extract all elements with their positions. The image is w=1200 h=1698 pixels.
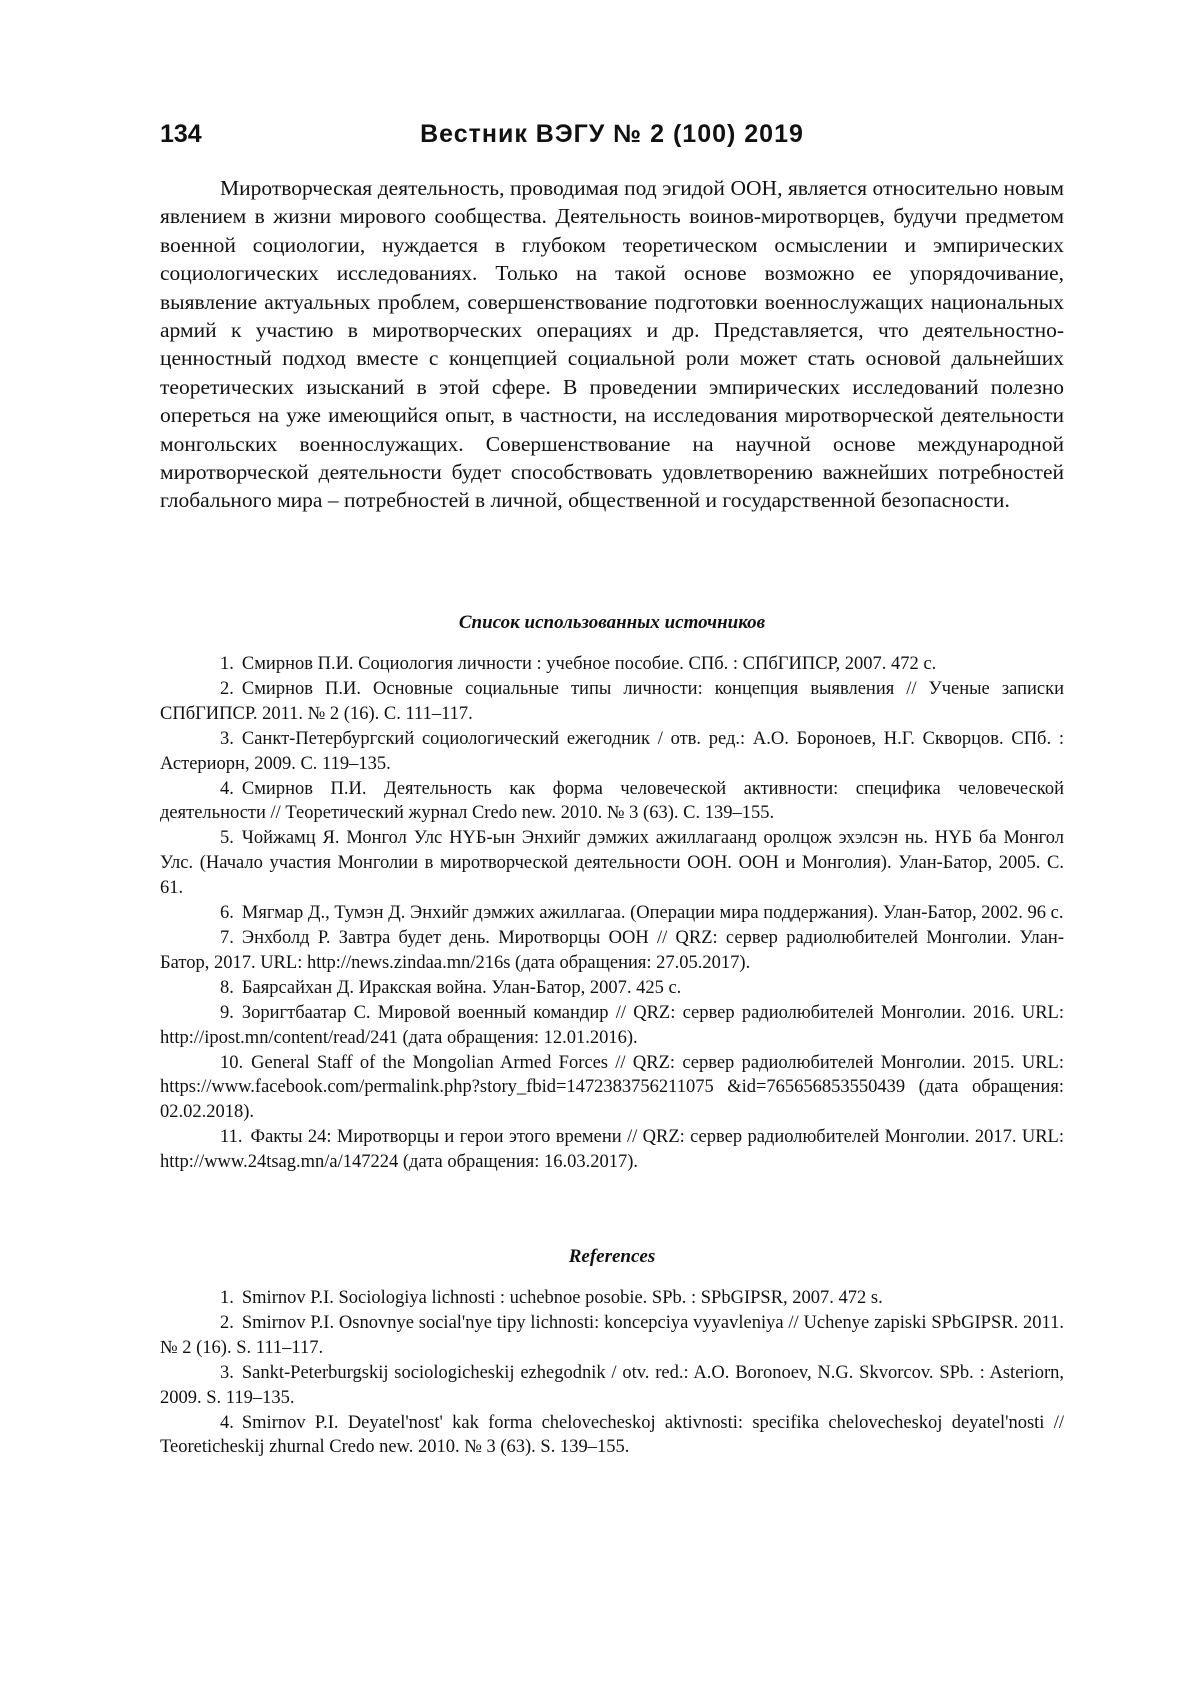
source-item bbox=[160, 777, 1064, 827]
references-heading: References bbox=[568, 1246, 656, 1267]
reference-text: Smirnov P.I. Osnovnye social'nye tipy lichnosti: koncepciya vyyavleniya // Uchenye zapiski SPbGIPSR. 2011. № 2 (16). S. 111–117. bbox=[160, 1312, 1064, 1358]
source-number: 9. bbox=[220, 1002, 234, 1023]
source-number: 5. bbox=[220, 828, 234, 849]
source-number: 4. bbox=[220, 778, 234, 799]
source-number: 1. bbox=[220, 654, 234, 674]
page-number: 134 bbox=[160, 120, 202, 148]
sources-heading: Список использованных источников bbox=[458, 612, 766, 633]
source-item bbox=[160, 677, 1064, 727]
reference-item bbox=[160, 1411, 1064, 1461]
source-text: Смирнов П.И. Деятельность как форма человеческой активности: специфика человеческой деятельности // Теоретический журнал Credo new. 2010. № 3 (63). С. 139–155. bbox=[160, 778, 1064, 824]
reference-text: Smirnov P.I. Sociologiya lichnosti : uchebnoe posobie. SPb. : SPbGIPSR, 2007. 472 s. bbox=[241, 1288, 883, 1308]
source-number: 11. bbox=[220, 1127, 243, 1148]
source-item bbox=[160, 826, 1064, 901]
source-text: Баярсайхан Д. Иракская война. Улан-Батор, 2007. 425 с. bbox=[241, 977, 682, 998]
source-text: Смирнов П.И. Основные социальные типы личности: концепция выявления // Ученые записки СПбГИПСР. 2011. № 2 (16). С. 111–117. bbox=[160, 678, 1064, 724]
journal-title: Вестник ВЭГУ № 2 (100) 2019 bbox=[420, 120, 804, 148]
source-item bbox=[160, 652, 1064, 677]
reference-number: 1. bbox=[220, 1288, 234, 1308]
source-number: 2. bbox=[220, 678, 234, 699]
source-text: Факты 24: Миротворцы и герои этого времени // QRZ: сервер радиолюбителей Монголии. 2017. URL: http://www.24tsag.mn/a/147224 (дата обращения: 16.03.2017). bbox=[160, 1127, 1064, 1173]
source-text: Мягмар Д., Тумэн Д. Энхийг дэмжих ажиллагаа. (Операции мира поддержания). Улан-Батор, 2002. 96 с. bbox=[241, 903, 1064, 924]
source-item bbox=[160, 727, 1064, 777]
reference-number: 4. bbox=[220, 1412, 234, 1433]
source-text: General Staff of the Mongolian Armed Forces // QRZ: сервер радиолюбителей Монголии. 2015. URL: https://www.facebook.com/permalink.php?story_fbid=1472383756211075 &id=765656853550439 (дата обращения: 02.02.2018). bbox=[160, 1052, 1064, 1123]
source-item bbox=[160, 976, 1064, 1001]
source-number: 8. bbox=[220, 977, 234, 998]
body-paragraph: Миротворческая деятельность, проводимая под эгидой ООН, является относительно новым явлением в жизни мирового сообщества. Деятельность воинов-миротворцев, будучи предметом военной социологии, нуждается в глубоком теоретическом осмыслении и эмпирических социологических исследованиях. Только на такой основе возможно ее упорядочивание, выявление актуальных проблем, совершенствование подготовки военнослужащих национальных армий к участию в миротворческих операциях и др. Представляется, что деятельностно-ценностный подход вместе с концепцией социальной роли может стать основой дальнейших теоретических изысканий в этой сфере. В проведении эмпирических исследований полезно опереться на уже имеющийся опыт, в частности, на исследования миротворческой деятельности монгольских военнослужащих. Совершенствование на научной основе международной миротворческой деятельности будет способствовать удовлетворению важнейших потребностей глобального мира – потребностей в личной, общественной и государственной безопасности. bbox=[160, 176, 1064, 513]
reference-item bbox=[160, 1311, 1064, 1361]
source-number: 3. bbox=[220, 728, 234, 749]
source-item bbox=[160, 1051, 1064, 1126]
source-item bbox=[160, 1125, 1064, 1175]
reference-text: Smirnov P.I. Deyatel'nost' kak forma chelovecheskoj aktivnosti: specifika chelovecheskoj deyatel'nosti // Teoreticheskij zhurnal Credo new. 2010. № 3 (63). S. 139–155. bbox=[160, 1412, 1064, 1458]
references-list bbox=[160, 1286, 1064, 1460]
sources-list bbox=[160, 652, 1064, 1175]
source-number: 7. bbox=[220, 927, 234, 948]
source-item bbox=[160, 926, 1064, 976]
running-header bbox=[160, 114, 1064, 154]
source-text: Зоригтбаатар С. Мировой военный командир // QRZ: сервер радиолюбителей Монголии. 2016. URL: http://ipost.mn/content/read/241 (дата обращения: 12.01.2016). bbox=[160, 1002, 1064, 1048]
source-text: Смирнов П.И. Социология личности : учебное пособие. СПб. : СПбГИПСР, 2007. 472 с. bbox=[241, 654, 937, 674]
reference-item bbox=[160, 1286, 1064, 1311]
source-item bbox=[160, 1001, 1064, 1051]
source-number: 6. bbox=[220, 903, 234, 924]
reference-item bbox=[160, 1361, 1064, 1411]
reference-text: Sankt-Peterburgskij sociologicheskij ezhegodnik / otv. red.: A.O. Boronoev, N.G. Skvorcov. SPb. : Asteriorn, 2009. S. 119–135. bbox=[160, 1362, 1064, 1408]
source-number: 10. bbox=[220, 1052, 244, 1073]
source-text: Санкт-Петербургский социологический ежегодник / отв. ред.: А.О. Бороноев, Н.Г. Скворцов. СПб. : Астериорн, 2009. С. 119–135. bbox=[160, 728, 1064, 774]
source-item bbox=[160, 901, 1064, 926]
reference-number: 2. bbox=[220, 1312, 234, 1333]
reference-number: 3. bbox=[220, 1362, 234, 1383]
source-text: Энхболд Р. Завтра будет день. Миротворцы ООН // QRZ: сервер радиолюбителей Монголии. Улан-Батор, 2017. URL: http://news.zindaa.mn/216s (дата обращения: 27.05.2017). bbox=[160, 927, 1064, 973]
source-text: Чойжамц Я. Монгол Улс НҮБ-ын Энхийг дэмжих ажиллагаанд оролцож эхэлсэн нь. НҮБ ба Монгол Улс. (Начало участия Монголии в миротворческой деятельности ООН. ООН и Монголия). Улан-Батор, 2005. С. 61. bbox=[160, 828, 1064, 899]
